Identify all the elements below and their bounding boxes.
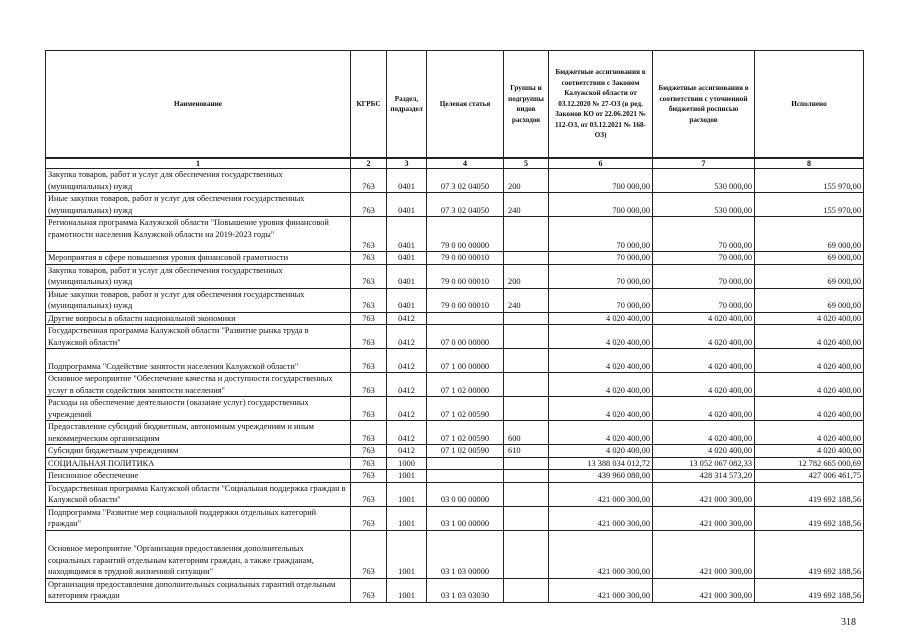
table-row (46, 288, 864, 312)
row-kgrbs: 763 (351, 482, 387, 506)
row-target-article: 07 1 02 00000 (427, 373, 504, 397)
row-expense-group (504, 397, 549, 421)
table-row (46, 578, 864, 602)
row-target-article: 79 0 00 00010 (427, 252, 504, 265)
row-executed-amount: 69 000,00 (755, 288, 864, 312)
row-executed-amount: 419 692 188,56 (755, 506, 864, 530)
row-expense-group (504, 457, 549, 470)
row-law-amount: 700 000,00 (549, 169, 653, 193)
table-row (46, 530, 864, 578)
table-row (46, 482, 864, 506)
column-number: 5 (504, 158, 549, 169)
table-row (46, 264, 864, 288)
table-header-row (46, 51, 864, 159)
row-refined-amount: 4 020 400,00 (653, 397, 755, 421)
row-executed-amount: 155 970,00 (755, 193, 864, 217)
row-target-article (427, 470, 504, 483)
row-section: 0401 (387, 264, 427, 288)
row-refined-amount: 70 000,00 (653, 288, 755, 312)
row-section: 0401 (387, 217, 427, 252)
row-name: Иные закупки товаров, работ и услуг для обеспечения государственных (муниципальных) нужд (46, 288, 351, 312)
table-body (46, 169, 864, 603)
row-expense-group (504, 349, 549, 373)
row-name: Субсидии бюджетным учреждениям (46, 445, 351, 458)
row-name: Закупка товаров, работ и услуг для обеспечения государственных (муниципальных) нужд (46, 169, 351, 193)
row-law-amount: 421 000 300,00 (549, 506, 653, 530)
table-row (46, 193, 864, 217)
row-executed-amount: 155 970,00 (755, 169, 864, 193)
row-name: Другие вопросы в области национальной экономики (46, 312, 351, 325)
row-kgrbs: 763 (351, 445, 387, 458)
page-number: 318 (841, 617, 856, 628)
table-row (46, 325, 864, 349)
row-expense-group (504, 470, 549, 483)
row-executed-amount: 419 692 188,56 (755, 578, 864, 602)
row-target-article: 03 1 03 03030 (427, 578, 504, 602)
row-refined-amount: 421 000 300,00 (653, 530, 755, 578)
table-row (46, 373, 864, 397)
row-expense-group (504, 252, 549, 265)
row-section: 0412 (387, 445, 427, 458)
row-expense-group: 240 (504, 193, 549, 217)
column-number-row (46, 158, 864, 169)
column-number: 8 (755, 158, 864, 169)
row-refined-amount: 70 000,00 (653, 217, 755, 252)
row-refined-amount: 4 020 400,00 (653, 373, 755, 397)
row-section: 0412 (387, 397, 427, 421)
row-name: Пенсионное обеспечение (46, 470, 351, 483)
table-row (46, 421, 864, 445)
row-law-amount: 13 388 034 012,72 (549, 457, 653, 470)
row-kgrbs: 763 (351, 193, 387, 217)
row-law-amount: 700 000,00 (549, 193, 653, 217)
row-section: 1001 (387, 530, 427, 578)
header-refined-appropriations: Бюджетные ассигнования в соответствии с уточненной бюджетной росписью расходов (653, 51, 755, 159)
row-name: Подпрограмма "Содействие занятости населения Калужской области" (46, 349, 351, 373)
row-section: 1001 (387, 470, 427, 483)
row-section: 0401 (387, 288, 427, 312)
row-law-amount: 4 020 400,00 (549, 373, 653, 397)
row-target-article: 07 1 02 00590 (427, 421, 504, 445)
row-kgrbs: 763 (351, 264, 387, 288)
row-kgrbs: 763 (351, 530, 387, 578)
row-name: Основное мероприятие "Обеспечение качества и доступности государственных услуг в области содействия занятости населения" (46, 373, 351, 397)
row-refined-amount: 4 020 400,00 (653, 312, 755, 325)
row-expense-group: 240 (504, 288, 549, 312)
row-target-article: 79 0 00 00010 (427, 264, 504, 288)
row-target-article: 07 1 02 00590 (427, 445, 504, 458)
table-row (46, 506, 864, 530)
row-name: Предоставление субсидий бюджетным, автономным учреждениям и иным некоммерческим организациям (46, 421, 351, 445)
row-kgrbs: 763 (351, 578, 387, 602)
row-name: Организация предоставления дополнительных социальных гарантий отдельным категориям граждан (46, 578, 351, 602)
row-kgrbs: 763 (351, 397, 387, 421)
row-refined-amount: 530 000,00 (653, 193, 755, 217)
row-executed-amount: 4 020 400,00 (755, 421, 864, 445)
row-name: Государственная программа Калужской области "Социальная поддержка граждан в Калужской области" (46, 482, 351, 506)
row-section: 1000 (387, 457, 427, 470)
row-refined-amount: 4 020 400,00 (653, 325, 755, 349)
row-kgrbs: 763 (351, 312, 387, 325)
header-kgrbs: КГРБС (351, 51, 387, 159)
row-expense-group (504, 373, 549, 397)
row-law-amount: 4 020 400,00 (549, 312, 653, 325)
row-kgrbs: 763 (351, 349, 387, 373)
row-name: СОЦИАЛЬНАЯ ПОЛИТИКА (46, 457, 351, 470)
row-name: Региональная программа Калужской области "Повышение уровня финансовой грамотности населения Калужской области на 2019-2023 годы" (46, 217, 351, 252)
row-refined-amount: 421 000 300,00 (653, 482, 755, 506)
column-number: 3 (387, 158, 427, 169)
row-kgrbs: 763 (351, 506, 387, 530)
row-law-amount: 439 960 080,00 (549, 470, 653, 483)
row-name: Государственная программа Калужской области "Развитие рынка труда в Калужской области" (46, 325, 351, 349)
row-target-article: 07 1 02 00590 (427, 397, 504, 421)
row-law-amount: 421 000 300,00 (549, 578, 653, 602)
row-refined-amount: 4 020 400,00 (653, 445, 755, 458)
row-name: Мероприятия в сфере повышения уровня финансовой грамотности (46, 252, 351, 265)
row-expense-group (504, 578, 549, 602)
row-law-amount: 4 020 400,00 (549, 325, 653, 349)
row-executed-amount: 69 000,00 (755, 252, 864, 265)
row-expense-group: 200 (504, 264, 549, 288)
table-row (46, 470, 864, 483)
row-refined-amount: 4 020 400,00 (653, 421, 755, 445)
row-section: 0401 (387, 193, 427, 217)
table-row (46, 252, 864, 265)
row-expense-group (504, 506, 549, 530)
row-target-article: 03 1 00 00000 (427, 506, 504, 530)
table-row (46, 397, 864, 421)
row-law-amount: 421 000 300,00 (549, 482, 653, 506)
row-target-article: 79 0 00 00010 (427, 288, 504, 312)
column-number: 4 (427, 158, 504, 169)
column-number: 6 (549, 158, 653, 169)
header-executed: Исполнено (755, 51, 864, 159)
table-row (46, 457, 864, 470)
row-executed-amount: 419 692 188,56 (755, 530, 864, 578)
row-law-amount: 421 000 300,00 (549, 530, 653, 578)
row-expense-group: 610 (504, 445, 549, 458)
row-law-amount: 70 000,00 (549, 252, 653, 265)
row-refined-amount: 421 000 300,00 (653, 578, 755, 602)
row-executed-amount: 4 020 400,00 (755, 349, 864, 373)
row-executed-amount: 4 020 400,00 (755, 312, 864, 325)
row-executed-amount: 4 020 400,00 (755, 325, 864, 349)
row-target-article: 07 1 00 00000 (427, 349, 504, 373)
row-kgrbs: 763 (351, 217, 387, 252)
row-section: 1001 (387, 506, 427, 530)
row-refined-amount: 530 000,00 (653, 169, 755, 193)
row-law-amount: 4 020 400,00 (549, 349, 653, 373)
row-section: 0412 (387, 421, 427, 445)
row-target-article: 07 3 02 04050 (427, 169, 504, 193)
row-kgrbs: 763 (351, 421, 387, 445)
row-target-article: 03 0 00 00000 (427, 482, 504, 506)
row-law-amount: 4 020 400,00 (549, 445, 653, 458)
row-name: Иные закупки товаров, работ и услуг для обеспечения государственных (муниципальных) нужд (46, 193, 351, 217)
row-expense-group (504, 312, 549, 325)
row-section: 0412 (387, 312, 427, 325)
row-section: 0412 (387, 349, 427, 373)
row-kgrbs: 763 (351, 457, 387, 470)
row-law-amount: 4 020 400,00 (549, 421, 653, 445)
row-executed-amount: 427 006 461,75 (755, 470, 864, 483)
row-refined-amount: 70 000,00 (653, 252, 755, 265)
row-section: 0401 (387, 169, 427, 193)
row-kgrbs: 763 (351, 373, 387, 397)
row-law-amount: 70 000,00 (549, 288, 653, 312)
header-section: Раздел, подраздел (387, 51, 427, 159)
row-section: 1001 (387, 578, 427, 602)
row-expense-group (504, 530, 549, 578)
row-law-amount: 70 000,00 (549, 217, 653, 252)
row-refined-amount: 421 000 300,00 (653, 506, 755, 530)
row-expense-group (504, 482, 549, 506)
row-name: Закупка товаров, работ и услуг для обеспечения государственных (муниципальных) нужд (46, 264, 351, 288)
table-row (46, 312, 864, 325)
row-kgrbs: 763 (351, 325, 387, 349)
row-target-article (427, 312, 504, 325)
row-kgrbs: 763 (351, 470, 387, 483)
row-executed-amount: 4 020 400,00 (755, 397, 864, 421)
header-target-article: Целевая статья (427, 51, 504, 159)
row-executed-amount: 12 782 665 000,69 (755, 457, 864, 470)
row-law-amount: 70 000,00 (549, 264, 653, 288)
row-name: Подпрограмма "Развитие мер социальной поддержки отдельных категорий граждан" (46, 506, 351, 530)
row-section: 0401 (387, 252, 427, 265)
row-executed-amount: 419 692 188,56 (755, 482, 864, 506)
table-row (46, 169, 864, 193)
row-kgrbs: 763 (351, 252, 387, 265)
row-target-article: 03 1 03 00000 (427, 530, 504, 578)
row-section: 0412 (387, 325, 427, 349)
row-target-article: 79 0 00 00000 (427, 217, 504, 252)
row-expense-group (504, 325, 549, 349)
table-row (46, 349, 864, 373)
header-expense-groups: Группы и подгруппы видов расходов (504, 51, 549, 159)
row-target-article: 07 3 02 04050 (427, 193, 504, 217)
row-target-article: 07 0 00 00000 (427, 325, 504, 349)
table-row (46, 445, 864, 458)
row-executed-amount: 69 000,00 (755, 217, 864, 252)
row-section: 0412 (387, 373, 427, 397)
column-number: 7 (653, 158, 755, 169)
row-refined-amount: 13 052 067 082,33 (653, 457, 755, 470)
row-expense-group: 200 (504, 169, 549, 193)
row-expense-group (504, 217, 549, 252)
row-executed-amount: 69 000,00 (755, 264, 864, 288)
header-law-appropriations: Бюджетные ассигнования в соответствии с Законом Калужской области от 03.12.2020 № 27-ОЗ (в ред. Законов КО от 22.06.2021 № 112-ОЗ, от 03.12.2021 № 168-ОЗ) (549, 51, 653, 159)
row-kgrbs: 763 (351, 169, 387, 193)
row-executed-amount: 4 020 400,00 (755, 373, 864, 397)
column-number: 1 (46, 158, 351, 169)
row-name: Расходы на обеспечение деятельности (оказание услуг) государственных учреждений (46, 397, 351, 421)
row-expense-group: 600 (504, 421, 549, 445)
row-refined-amount: 70 000,00 (653, 264, 755, 288)
row-refined-amount: 4 020 400,00 (653, 349, 755, 373)
row-refined-amount: 428 314 573,20 (653, 470, 755, 483)
table-row (46, 217, 864, 252)
header-name: Наименование (46, 51, 351, 159)
row-section: 1001 (387, 482, 427, 506)
row-kgrbs: 763 (351, 288, 387, 312)
row-name: Основное мероприятие "Организация предоставления дополнительных социальных гарантий отдельным категориям граждан, а также гражданам, находящимся в трудной жизненной ситуации" (46, 530, 351, 578)
row-executed-amount: 4 020 400,00 (755, 445, 864, 458)
row-law-amount: 4 020 400,00 (549, 397, 653, 421)
row-target-article (427, 457, 504, 470)
budget-execution-table (45, 50, 864, 603)
column-number: 2 (351, 158, 387, 169)
